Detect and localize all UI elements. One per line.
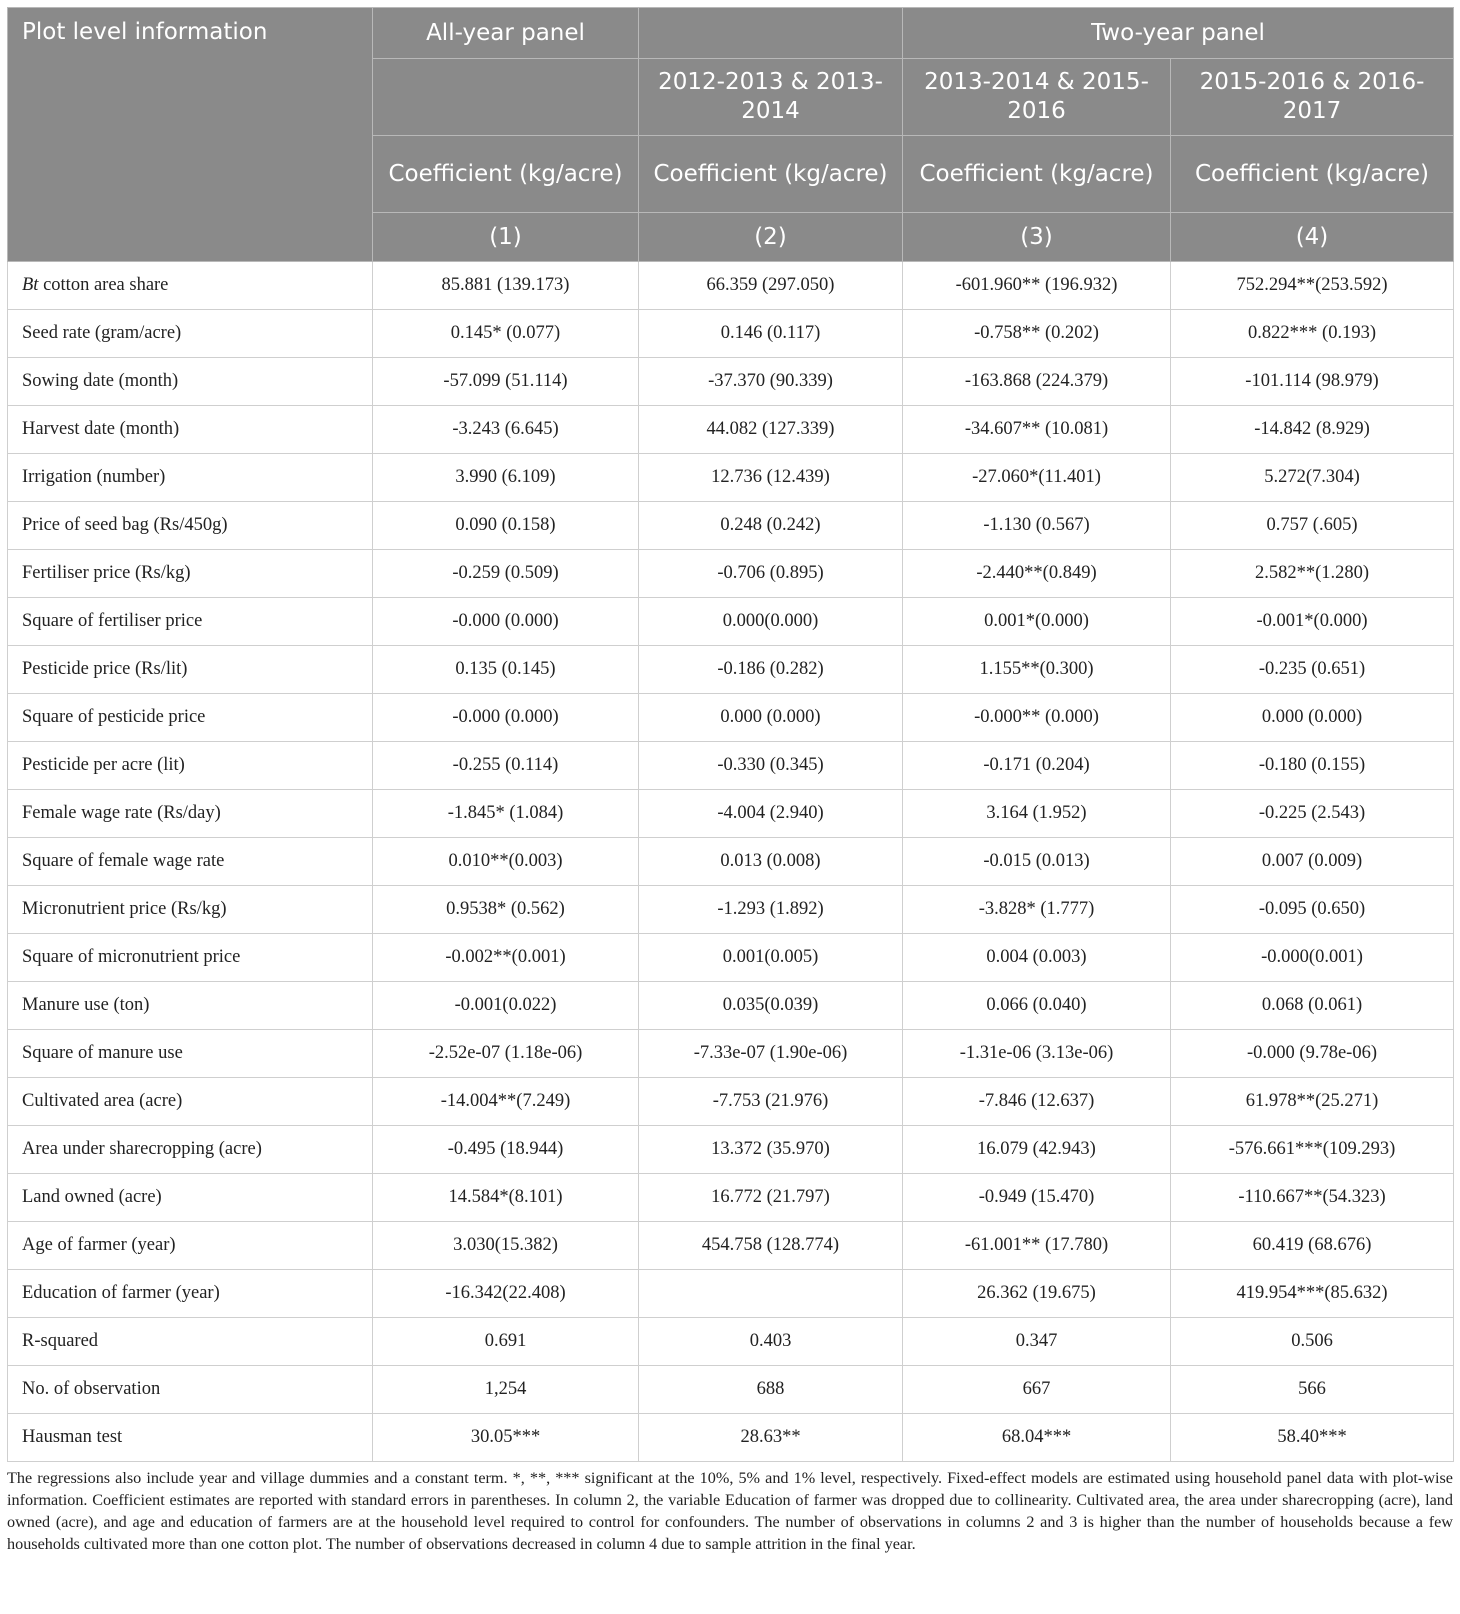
- cell-col-4: 61.978**(25.271): [1171, 1078, 1454, 1126]
- cell-col-2: 0.035(0.039): [639, 982, 903, 1030]
- row-label: [8, 790, 373, 838]
- cell-col-4: 0.822*** (0.193): [1171, 310, 1454, 358]
- cell-col-1: -0.002**(0.001): [373, 934, 639, 982]
- header-col2-period: 2012-2013 & 2013-2014: [639, 59, 903, 136]
- table-row: [8, 1126, 1454, 1174]
- cell-col-2: -37.370 (90.339): [639, 358, 903, 406]
- cell-col-1: 0.135 (0.145): [373, 646, 639, 694]
- header-plot-level-information: Plot level information: [8, 8, 373, 262]
- cell-col-1: -0.001(0.022): [373, 982, 639, 1030]
- cell-col-4: 58.40***: [1171, 1414, 1454, 1462]
- cell-col-2: 0.146 (0.117): [639, 310, 903, 358]
- row-label: [8, 838, 373, 886]
- cell-col-3: 667: [903, 1366, 1171, 1414]
- header-col3-period: 2013-2014 & 2015-2016: [903, 59, 1171, 136]
- cell-col-1: -2.52e-07 (1.18e-06): [373, 1030, 639, 1078]
- cell-col-1: 0.090 (0.158): [373, 502, 639, 550]
- cell-col-2: 13.372 (35.970): [639, 1126, 903, 1174]
- cell-col-3: 3.164 (1.952): [903, 790, 1171, 838]
- row-label-text: cotton area share: [38, 275, 169, 295]
- row-label: [8, 1030, 373, 1078]
- cell-col-1: 30.05***: [373, 1414, 639, 1462]
- table-row: [8, 1030, 1454, 1078]
- row-label-text: Manure use (ton): [22, 995, 150, 1015]
- cell-col-4: 60.419 (68.676): [1171, 1222, 1454, 1270]
- cell-col-3: -3.828* (1.777): [903, 886, 1171, 934]
- cell-col-1: -0.495 (18.944): [373, 1126, 639, 1174]
- cell-col-1: 14.584*(8.101): [373, 1174, 639, 1222]
- cell-col-3: 0.001*(0.000): [903, 598, 1171, 646]
- row-label-text: Pesticide per acre (lit): [22, 755, 185, 775]
- row-label: [8, 406, 373, 454]
- cell-col-4: -0.225 (2.543): [1171, 790, 1454, 838]
- row-label-text: Price of seed bag (Rs/450g): [22, 515, 228, 535]
- row-label-text: Land owned (acre): [22, 1187, 162, 1207]
- cell-col-4: 0.757 (.605): [1171, 502, 1454, 550]
- cell-col-3: -0.171 (0.204): [903, 742, 1171, 790]
- header-col-number-2: (2): [639, 213, 903, 262]
- cell-col-1: -0.000 (0.000): [373, 694, 639, 742]
- row-label: [8, 550, 373, 598]
- cell-col-4: -110.667**(54.323): [1171, 1174, 1454, 1222]
- cell-col-3: -0.000** (0.000): [903, 694, 1171, 742]
- cell-col-2: [639, 1270, 903, 1318]
- cell-col-3: -61.001** (17.780): [903, 1222, 1171, 1270]
- cell-col-3: 68.04***: [903, 1414, 1171, 1462]
- row-label-text: Age of farmer (year): [22, 1235, 176, 1255]
- row-label-text: Harvest date (month): [22, 419, 180, 439]
- cell-col-2: 0.001(0.005): [639, 934, 903, 982]
- cell-col-1: 85.881 (139.173): [373, 262, 639, 310]
- table-body: [8, 262, 1454, 1462]
- cell-col-2: 0.248 (0.242): [639, 502, 903, 550]
- row-label: [8, 1174, 373, 1222]
- cell-col-2: 44.082 (127.339): [639, 406, 903, 454]
- table-row: [8, 1414, 1454, 1462]
- table-row: [8, 1078, 1454, 1126]
- row-label-italic: Bt: [22, 275, 39, 295]
- cell-col-4: -101.114 (98.979): [1171, 358, 1454, 406]
- cell-col-4: -576.661***(109.293): [1171, 1126, 1454, 1174]
- row-label: [8, 1366, 373, 1414]
- cell-col-2: 66.359 (297.050): [639, 262, 903, 310]
- row-label: [8, 982, 373, 1030]
- cell-col-4: -0.001*(0.000): [1171, 598, 1454, 646]
- cell-col-3: 1.155**(0.300): [903, 646, 1171, 694]
- table-row: [8, 1366, 1454, 1414]
- table-footnote: The regressions also include year and village dummies and a constant term. *, **, *** significant at the 10%, 5% and 1% level, respectively. Fixed-effect models are estimated using household panel data with plot-wise information. Coefficient estimates are reported with standard errors in parentheses. In column 2, the variable Education of farmer was dropped due to collinearity. Cultivated area, the area under sharecropping (acre), land owned (acre), and age and education of farmers are at the household level required to control for confounders. The number of observations in columns 2 and 3 is higher than the number of households because a few households cultivated more than one cotton plot. The number of observations decreased in column 4 due to sample attrition in the final year.: [7, 1469, 1453, 1553]
- row-label: [8, 1222, 373, 1270]
- cell-col-4: 752.294**(253.592): [1171, 262, 1454, 310]
- cell-col-3: 0.066 (0.040): [903, 982, 1171, 1030]
- cell-col-4: -0.180 (0.155): [1171, 742, 1454, 790]
- cell-col-3: -601.960** (196.932): [903, 262, 1171, 310]
- cell-col-3: -34.607** (10.081): [903, 406, 1171, 454]
- cell-col-2: 12.736 (12.439): [639, 454, 903, 502]
- cell-col-1: -0.259 (0.509): [373, 550, 639, 598]
- cell-col-2: 28.63**: [639, 1414, 903, 1462]
- row-label-text: Irrigation (number): [22, 467, 166, 487]
- row-label: [8, 454, 373, 502]
- header-col4-period: 2015-2016 & 2016-2017: [1171, 59, 1454, 136]
- row-label-text: Square of micronutrient price: [22, 947, 241, 967]
- row-label: [8, 934, 373, 982]
- cell-col-2: -7.753 (21.976): [639, 1078, 903, 1126]
- cell-col-4: 0.506: [1171, 1318, 1454, 1366]
- cell-col-4: 419.954***(85.632): [1171, 1270, 1454, 1318]
- cell-col-3: 16.079 (42.943): [903, 1126, 1171, 1174]
- row-label-text: Micronutrient price (Rs/kg): [22, 899, 227, 919]
- header-blank: [639, 8, 903, 59]
- header-two-year-panel: Two-year panel: [903, 8, 1454, 59]
- cell-col-1: 0.691: [373, 1318, 639, 1366]
- row-label-text: Square of female wage rate: [22, 851, 225, 871]
- cell-col-4: 2.582**(1.280): [1171, 550, 1454, 598]
- cell-col-4: 0.068 (0.061): [1171, 982, 1454, 1030]
- cell-col-3: -27.060*(11.401): [903, 454, 1171, 502]
- table-row: [8, 982, 1454, 1030]
- row-label-text: No. of observation: [22, 1379, 161, 1399]
- header-col4-coefficient: Coefficient (kg/acre): [1171, 136, 1454, 213]
- table-row: [8, 934, 1454, 982]
- header-col-number-1: (1): [373, 213, 639, 262]
- cell-col-2: -0.706 (0.895): [639, 550, 903, 598]
- header-col-number-4: (4): [1171, 213, 1454, 262]
- cell-col-2: 16.772 (21.797): [639, 1174, 903, 1222]
- header-col1-coefficient: Coefficient (kg/acre): [373, 136, 639, 213]
- table-row: [8, 310, 1454, 358]
- row-label: [8, 886, 373, 934]
- cell-col-3: -1.130 (0.567): [903, 502, 1171, 550]
- row-label: [8, 358, 373, 406]
- cell-col-3: -2.440**(0.849): [903, 550, 1171, 598]
- table-row: [8, 1318, 1454, 1366]
- table-row: [8, 838, 1454, 886]
- cell-col-3: -0.015 (0.013): [903, 838, 1171, 886]
- row-label: [8, 1414, 373, 1462]
- table-row: [8, 454, 1454, 502]
- regression-table: [7, 7, 1454, 1462]
- row-label: [8, 694, 373, 742]
- row-label-text: Pesticide price (Rs/lit): [22, 659, 188, 679]
- cell-col-4: 5.272(7.304): [1171, 454, 1454, 502]
- row-label: [8, 1126, 373, 1174]
- table-row: [8, 358, 1454, 406]
- cell-col-1: 0.9538* (0.562): [373, 886, 639, 934]
- cell-col-3: -163.868 (224.379): [903, 358, 1171, 406]
- table-header: [8, 8, 1454, 262]
- cell-col-2: -0.330 (0.345): [639, 742, 903, 790]
- row-label-text: Female wage rate (Rs/day): [22, 803, 221, 823]
- row-label-text: Seed rate (gram/acre): [22, 323, 182, 343]
- regression-table-container: [7, 7, 1453, 1555]
- header-col3-coefficient: Coefficient (kg/acre): [903, 136, 1171, 213]
- table-row: [8, 646, 1454, 694]
- cell-col-2: 0.000 (0.000): [639, 694, 903, 742]
- row-label-text: Hausman test: [22, 1427, 123, 1447]
- cell-col-2: 0.403: [639, 1318, 903, 1366]
- cell-col-3: -7.846 (12.637): [903, 1078, 1171, 1126]
- cell-col-4: -14.842 (8.929): [1171, 406, 1454, 454]
- table-row: [8, 550, 1454, 598]
- row-label: [8, 646, 373, 694]
- table-row: [8, 1174, 1454, 1222]
- row-label-text: Area under sharecropping (acre): [22, 1139, 262, 1159]
- row-label-text: Sowing date (month): [22, 371, 179, 391]
- cell-col-1: 0.010**(0.003): [373, 838, 639, 886]
- cell-col-1: -3.243 (6.645): [373, 406, 639, 454]
- cell-col-4: 566: [1171, 1366, 1454, 1414]
- table-row: [8, 694, 1454, 742]
- row-label: [8, 1078, 373, 1126]
- header-col2-coefficient: Coefficient (kg/acre): [639, 136, 903, 213]
- cell-col-1: 0.145* (0.077): [373, 310, 639, 358]
- cell-col-1: -14.004**(7.249): [373, 1078, 639, 1126]
- cell-col-1: -16.342(22.408): [373, 1270, 639, 1318]
- cell-col-1: 1,254: [373, 1366, 639, 1414]
- cell-col-1: -0.255 (0.114): [373, 742, 639, 790]
- table-row: [8, 406, 1454, 454]
- cell-col-1: -0.000 (0.000): [373, 598, 639, 646]
- cell-col-2: 454.758 (128.774): [639, 1222, 903, 1270]
- row-label: [8, 1270, 373, 1318]
- cell-col-2: -1.293 (1.892): [639, 886, 903, 934]
- row-label: [8, 502, 373, 550]
- cell-col-3: 26.362 (19.675): [903, 1270, 1171, 1318]
- row-label: [8, 262, 373, 310]
- cell-col-2: -7.33e-07 (1.90e-06): [639, 1030, 903, 1078]
- header-col-number-3: (3): [903, 213, 1171, 262]
- table-row: [8, 502, 1454, 550]
- row-label-text: Square of pesticide price: [22, 707, 206, 727]
- cell-col-2: 688: [639, 1366, 903, 1414]
- cell-col-1: 3.030(15.382): [373, 1222, 639, 1270]
- row-label-text: R-squared: [22, 1331, 99, 1351]
- row-label-text: Square of fertiliser price: [22, 611, 203, 631]
- row-label: [8, 1318, 373, 1366]
- cell-col-2: -0.186 (0.282): [639, 646, 903, 694]
- row-label-text: Education of farmer (year): [22, 1283, 220, 1303]
- cell-col-3: 0.347: [903, 1318, 1171, 1366]
- header-col1-period-empty: [373, 59, 639, 136]
- table-row: [8, 1222, 1454, 1270]
- cell-col-3: -1.31e-06 (3.13e-06): [903, 1030, 1171, 1078]
- table-row: [8, 1270, 1454, 1318]
- cell-col-2: 0.000(0.000): [639, 598, 903, 646]
- cell-col-3: -0.949 (15.470): [903, 1174, 1171, 1222]
- cell-col-3: 0.004 (0.003): [903, 934, 1171, 982]
- cell-col-2: -4.004 (2.940): [639, 790, 903, 838]
- cell-col-4: -0.000 (9.78e-06): [1171, 1030, 1454, 1078]
- row-label-text: Square of manure use: [22, 1043, 183, 1063]
- row-label-text: Fertiliser price (Rs/kg): [22, 563, 191, 583]
- row-label: [8, 598, 373, 646]
- cell-col-4: -0.235 (0.651): [1171, 646, 1454, 694]
- table-row: [8, 790, 1454, 838]
- row-label-text: Cultivated area (acre): [22, 1091, 183, 1111]
- cell-col-2: 0.013 (0.008): [639, 838, 903, 886]
- row-label: [8, 742, 373, 790]
- header-all-year-panel: All-year panel: [373, 8, 639, 59]
- table-row: [8, 262, 1454, 310]
- cell-col-1: 3.990 (6.109): [373, 454, 639, 502]
- cell-col-1: -1.845* (1.084): [373, 790, 639, 838]
- cell-col-1: -57.099 (51.114): [373, 358, 639, 406]
- row-label: [8, 310, 373, 358]
- cell-col-4: 0.007 (0.009): [1171, 838, 1454, 886]
- table-row: [8, 886, 1454, 934]
- cell-col-4: -0.095 (0.650): [1171, 886, 1454, 934]
- cell-col-4: -0.000(0.001): [1171, 934, 1454, 982]
- table-row: [8, 598, 1454, 646]
- cell-col-4: 0.000 (0.000): [1171, 694, 1454, 742]
- table-row: [8, 742, 1454, 790]
- cell-col-3: -0.758** (0.202): [903, 310, 1171, 358]
